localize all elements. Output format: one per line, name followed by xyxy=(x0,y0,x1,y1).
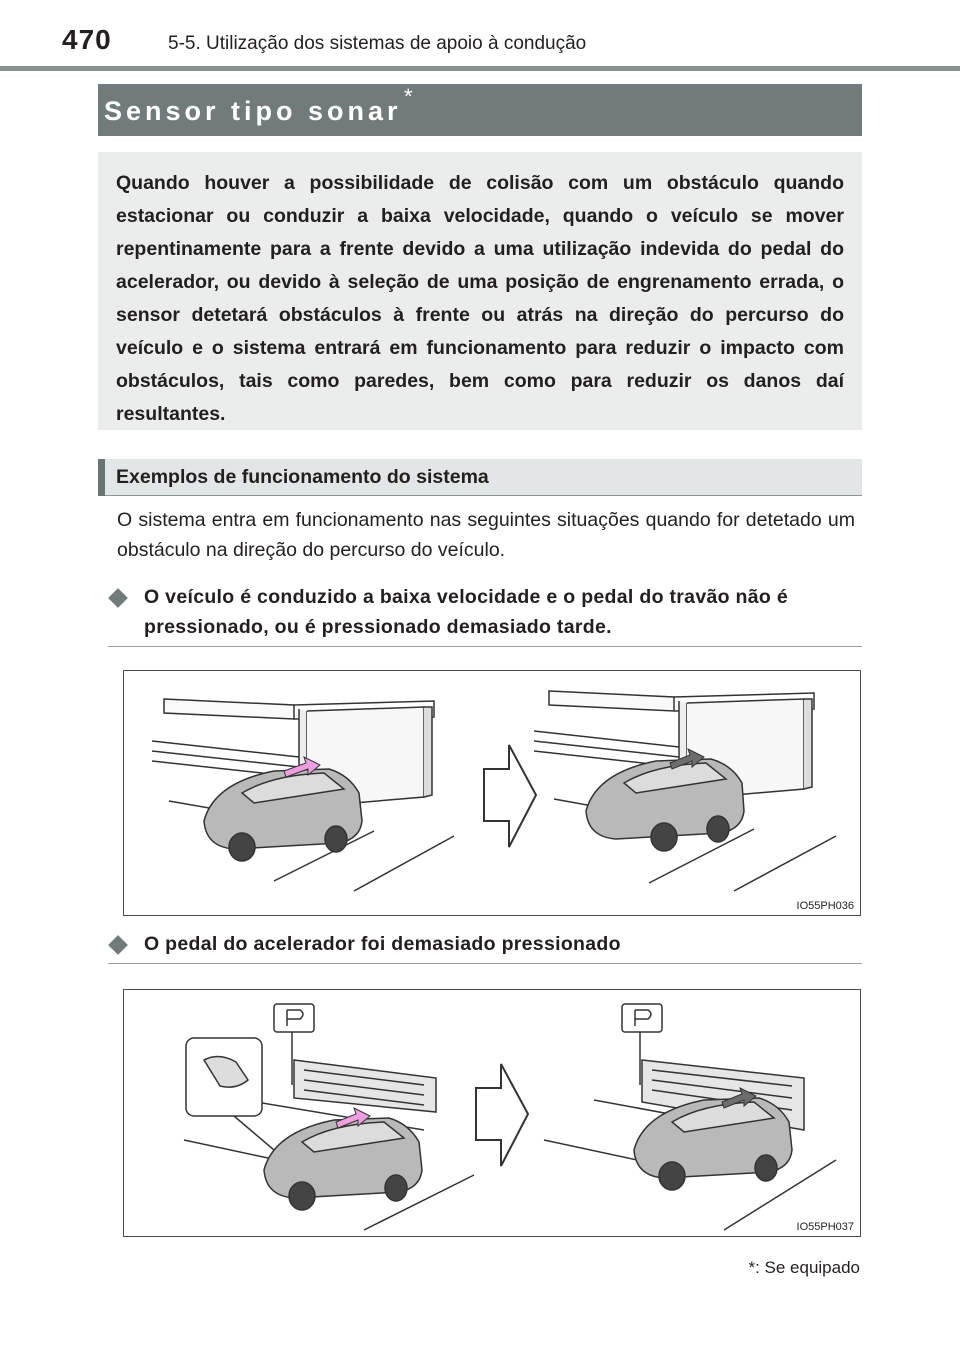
scene-left xyxy=(152,699,454,891)
intro-text: Quando houver a possibilidade de colisão com um obstáculo quando estacionar ou conduzir a baixa velocidade, quando o veículo se mover repentinamente para a frente devido a uma utilização indevida do pedal do acelerador, ou devido à seleção de uma posição de engrenamento errada, o sensor detetará obstáculos à frente ou atrás na direção do percurso do veículo e o sistema entrará em funcionamento para reduzir o impacto com obstáculos, tais como paredes, bem como para reduzir os danos daí resultantes. xyxy=(116,172,844,425)
equipment-asterisk: * xyxy=(404,84,413,109)
scene-right xyxy=(534,691,836,891)
scene-left xyxy=(184,1004,474,1230)
page-title: Sensor tipo sonar xyxy=(104,96,402,126)
sub-item-1 xyxy=(108,582,858,642)
intro-box xyxy=(98,152,862,430)
low-speed-illustration xyxy=(124,671,860,915)
figure-low-speed xyxy=(123,670,861,916)
header-rule xyxy=(0,66,960,71)
page-number: 470 xyxy=(62,24,112,55)
running-head: 5-5. Utilização dos sistemas de apoio à condução xyxy=(168,33,587,54)
sub-item-rule xyxy=(108,963,862,964)
transition-arrow-icon xyxy=(476,1064,528,1166)
transition-arrow-icon xyxy=(484,745,536,847)
section-accent xyxy=(98,459,105,496)
sub-item-2 xyxy=(108,929,858,959)
section-paragraph: O sistema entra em funcionamento nas seguintes situações quando for detetado um obstáculo na direção do percurso do veículo. xyxy=(117,509,855,561)
section-heading xyxy=(98,459,862,496)
scene-right xyxy=(544,1004,836,1230)
section-title: Exemplos de funcionamento do sistema xyxy=(116,466,489,488)
figure-accelerator xyxy=(123,989,861,1237)
figure-code: IO55PH037 xyxy=(796,1221,854,1233)
sub-item-label: O pedal do acelerador foi demasiado pressionado xyxy=(144,933,621,955)
figure-code: IO55PH036 xyxy=(796,900,854,912)
sub-item-label: O veículo é conduzido a baixa velocidade e o pedal do travão não é pressionado, ou é pressionado demasiado tarde. xyxy=(144,586,788,638)
accelerator-illustration xyxy=(124,990,860,1236)
footnote: *: Se equipado xyxy=(748,1258,860,1277)
sub-item-rule xyxy=(108,646,862,647)
